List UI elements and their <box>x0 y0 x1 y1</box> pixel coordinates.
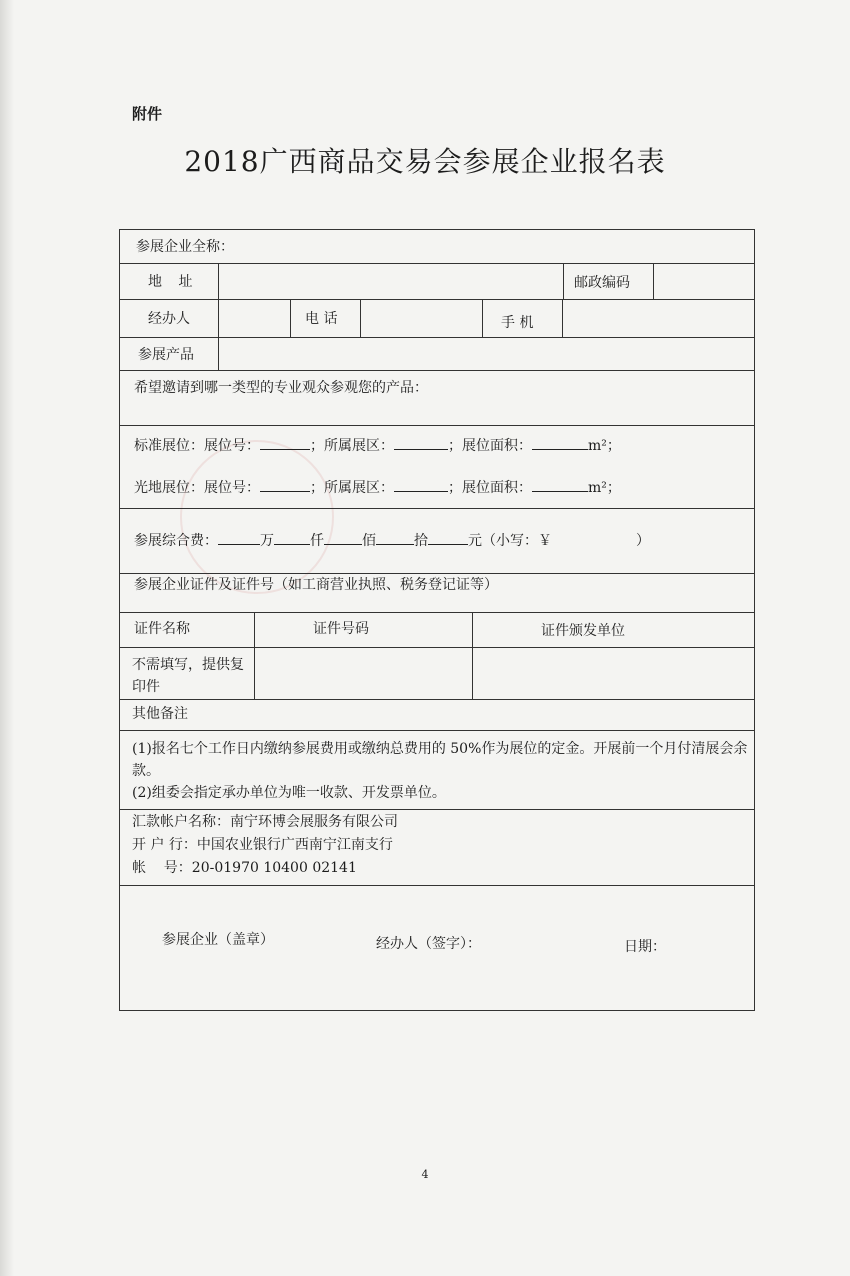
products-label: 参展产品 <box>138 347 194 363</box>
date-label: 日期： <box>624 939 666 955</box>
registration-form <box>119 229 755 1011</box>
row-certificate-note <box>120 647 754 700</box>
note-2: (2)组委会指定承办单位为唯一收款、开发票单位。 <box>132 785 446 801</box>
certificate-heading: 参展企业证件及证件号（如工商营业执照、税务登记证等） <box>134 577 498 593</box>
fee-shi: 拾 <box>414 533 428 549</box>
handler-sign-label: 经办人（签字）： <box>376 936 481 952</box>
row-company-name <box>120 230 754 263</box>
row-signatures <box>120 885 754 1011</box>
fee-close: ） <box>636 533 650 549</box>
postcode-label: 邮政编码 <box>574 275 630 291</box>
company-seal-label: 参展企业（盖章） <box>162 932 274 948</box>
open-booth-label: 光地展位：展位号： <box>134 480 260 496</box>
fee-line <box>134 530 650 550</box>
mobile-label-cell <box>482 300 563 338</box>
remarks-label: 其他备注 <box>132 706 188 722</box>
phone-label-cell <box>290 300 361 338</box>
handler-field[interactable] <box>218 300 291 338</box>
audience-question: 希望邀请到哪一类型的专业观众参观您的产品： <box>134 380 428 396</box>
row-certificate-headers <box>120 612 754 648</box>
fee-wan-field[interactable] <box>218 530 260 545</box>
standard-booth-area-label: ；展位面积： <box>448 438 532 454</box>
bank-account-number: 帐 号：20-01970 10400 02141 <box>132 860 357 876</box>
open-booth-zone-field[interactable] <box>394 477 448 492</box>
page-title: 2018广西商品交易会参展企业报名表 <box>184 145 666 178</box>
note-1: (1)报名七个工作日内缴纳参展费用或缴纳总费用的 50%作为展位的定金。开展前一个月付清展会余款。 <box>132 741 748 779</box>
page-number: 4 <box>421 1168 429 1181</box>
row-address <box>120 263 754 300</box>
bank-account-name: 汇款帐户名称：南宁环博会展服务有限公司 <box>132 814 398 830</box>
cert-note: 不需填写，提供复印件 <box>132 657 244 695</box>
cert-number-header-cell <box>254 613 473 648</box>
company-name-label: 参展企业全称： <box>136 239 234 255</box>
fee-qian-field[interactable] <box>274 530 310 545</box>
row-contact <box>120 299 754 338</box>
fee-yuan: 元（小写：￥ <box>468 533 552 549</box>
open-booth-area-label: ；展位面积： <box>448 480 532 496</box>
cert-number-field[interactable] <box>254 648 473 700</box>
fee-qian: 仟 <box>310 533 324 549</box>
address-field[interactable] <box>218 264 564 300</box>
cert-issuer-header-cell <box>472 613 755 648</box>
postcode-field[interactable] <box>653 264 755 300</box>
standard-booth-area-field[interactable] <box>532 435 588 450</box>
fee-wan: 万 <box>260 533 274 549</box>
standard-booth-number-field[interactable] <box>260 435 310 450</box>
row-notes <box>120 730 754 810</box>
open-booth-unit: m²； <box>588 480 621 496</box>
fee-bai: 佰 <box>362 533 376 549</box>
scan-edge <box>0 0 14 1276</box>
postcode-label-cell <box>563 264 654 300</box>
open-booth-zone-label: ；所属展区： <box>310 480 394 496</box>
row-audience <box>120 370 754 426</box>
row-fee <box>120 508 754 574</box>
standard-booth-zone-label: ；所属展区： <box>310 438 394 454</box>
mobile-field[interactable] <box>562 300 755 338</box>
row-remarks <box>120 699 754 731</box>
fee-shi-field[interactable] <box>376 530 414 545</box>
standard-booth-line <box>134 435 621 455</box>
open-booth-number-field[interactable] <box>260 477 310 492</box>
row-products <box>120 337 754 371</box>
standard-booth-label: 标准展位：展位号： <box>134 438 260 454</box>
cert-issuer-header: 证件颁发单位 <box>541 623 625 639</box>
fee-label: 参展综合费： <box>134 533 218 549</box>
mobile-label: 手 机 <box>501 315 534 331</box>
fee-yuan-field[interactable] <box>428 530 468 545</box>
row-booths <box>120 425 754 509</box>
phone-field[interactable] <box>360 300 483 338</box>
row-bank <box>120 809 754 886</box>
address-label: 地 址 <box>148 274 199 290</box>
products-field[interactable] <box>218 338 755 371</box>
company-name-field[interactable] <box>250 236 740 258</box>
phone-label: 电 话 <box>305 311 338 327</box>
handler-label: 经办人 <box>148 311 190 327</box>
standard-booth-zone-field[interactable] <box>394 435 448 450</box>
row-certificate-heading <box>120 573 754 613</box>
bank-name: 开 户 行：中国农业银行广西南宁江南支行 <box>132 837 393 853</box>
open-booth-area-field[interactable] <box>532 477 588 492</box>
fee-bai-field[interactable] <box>324 530 362 545</box>
standard-booth-unit: m²； <box>588 438 621 454</box>
open-booth-line <box>134 477 621 497</box>
cert-issuer-field[interactable] <box>472 648 755 700</box>
attachment-label: 附件 <box>132 105 163 123</box>
cert-number-header: 证件号码 <box>313 621 369 637</box>
cert-name-header: 证件名称 <box>134 621 190 637</box>
